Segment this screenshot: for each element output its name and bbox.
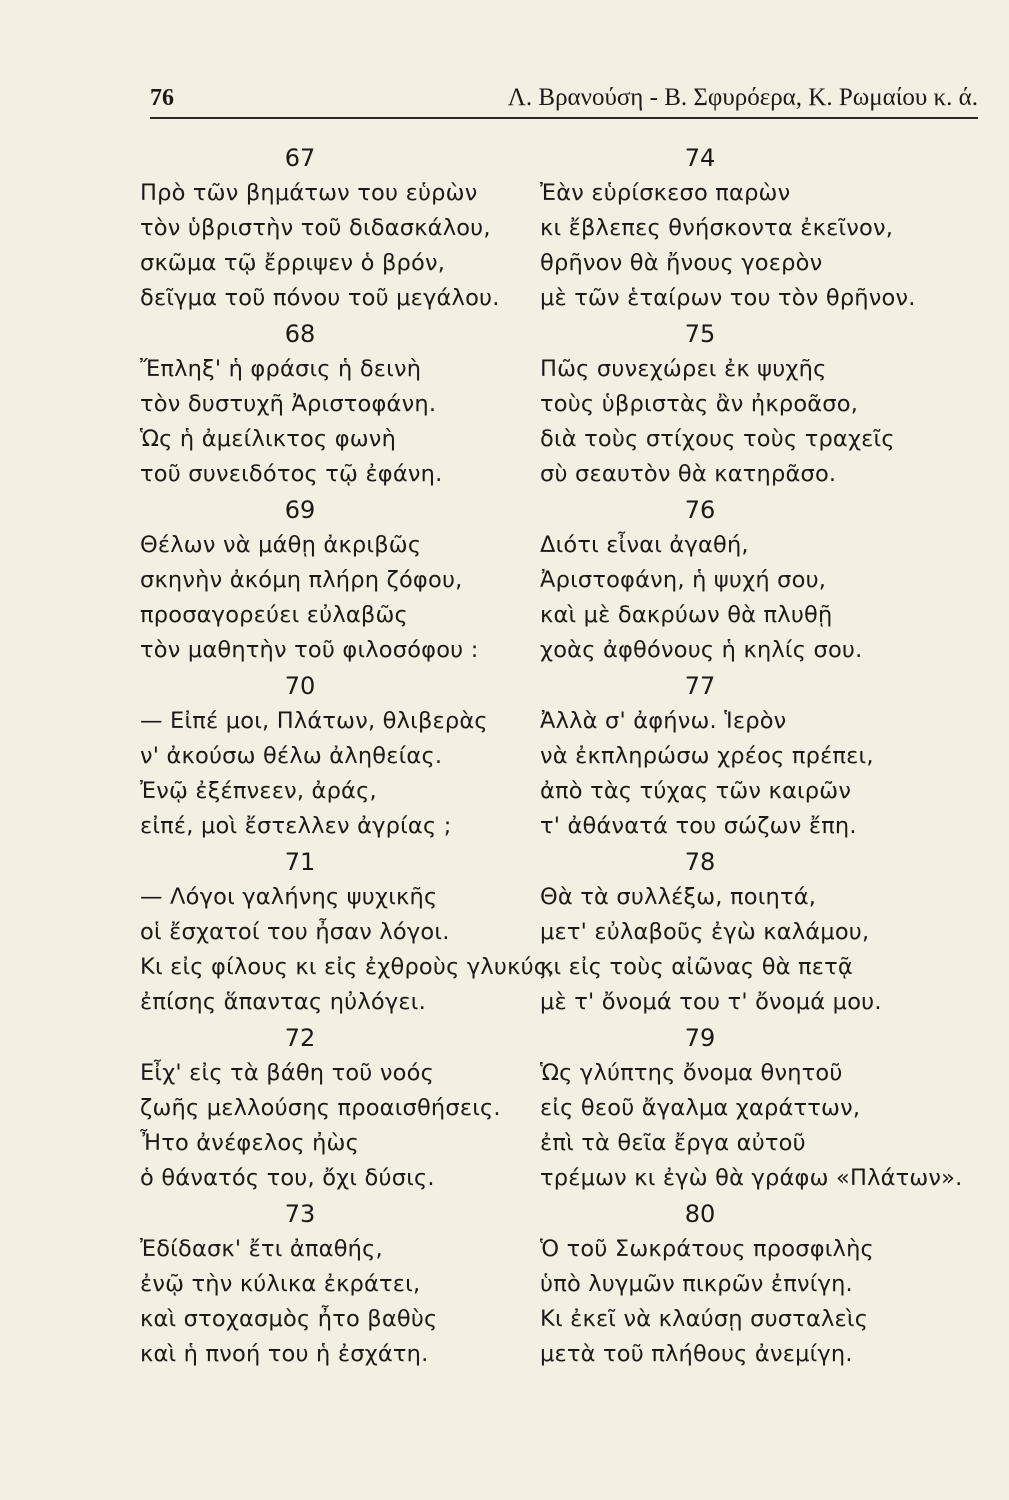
stanza-number: 75 <box>684 320 716 348</box>
verse-line: Ἐδίδασκ' ἔτι ἀπαθής, <box>140 1236 383 1262</box>
verse-line: εἰς θεοῦ ἄγαλμα χαράττων, <box>540 1095 861 1121</box>
stanza-number: 74 <box>684 144 716 172</box>
verse-line: Ἔπληξ' ἡ φράσις ἡ δεινὴ <box>140 356 422 382</box>
stanza-number: 68 <box>284 320 316 348</box>
verse-line: ν' ἀκούσω θέλω ἀληθείας. <box>140 743 443 769</box>
stanza-number: 80 <box>684 1200 716 1228</box>
verse-line: ἀπὸ τὰς τύχας τῶν καιρῶν <box>540 778 852 804</box>
stanza-number: 70 <box>284 672 316 700</box>
verse-line: ζωῆς μελλούσης προαισθήσεις. <box>140 1095 501 1121</box>
verse-line: Εἶχ' εἰς τὰ βάθη τοῦ νοός <box>140 1060 434 1086</box>
verse-line: Ἀριστοφάνη, ἡ ψυχή σου, <box>540 567 827 593</box>
verse-line: μετ' εὐλαβοῦς ἐγὼ καλάμου, <box>540 919 870 945</box>
verse-line: Κι εἰς φίλους κι εἰς ἐχθροὺς γλυκύς, <box>140 954 555 980</box>
verse-line: ἐπὶ τὰ θεῖα ἔργα αὐτοῦ <box>540 1130 806 1156</box>
stanza <box>540 316 965 492</box>
verse-line: οἱ ἔσχατοί του ἦσαν λόγοι. <box>140 919 450 945</box>
verse-line: — Λόγοι γαλήνης ψυχικῆς <box>140 884 438 910</box>
verse-line: χοὰς ἀφθόνους ἡ κηλίς σου. <box>540 637 863 663</box>
header-rule <box>150 117 978 119</box>
verse-line: διὰ τοὺς στίχους τοὺς τραχεῖς <box>540 426 895 452</box>
verse-line: ὁ θάνατός του, ὄχι δύσις. <box>140 1165 435 1191</box>
verse-line: τὸν μαθητὴν τοῦ φιλοσόφου : <box>140 637 479 663</box>
verse-line: κι ἔβλεπες θνήσκοντα ἐκεῖνον, <box>540 215 894 241</box>
verse-line: ἐνῷ τὴν κύλικα ἐκράτει, <box>140 1271 421 1297</box>
verse-line: ἐπίσης ἅπαντας ηὐλόγει. <box>140 989 426 1015</box>
verse-line: τ' ἀθάνατά του σώζων ἔπη. <box>540 813 857 839</box>
stanza <box>140 844 565 1020</box>
verse-line: Ὁ τοῦ Σωκράτους προσφιλὴς <box>540 1236 874 1262</box>
stanza <box>140 668 565 844</box>
verse-line: Πῶς συνεχώρει ἐκ ψυχῆς <box>540 356 827 382</box>
stanza <box>540 1020 965 1196</box>
stanza-number: 69 <box>284 496 316 524</box>
verse-line: θρῆνον θὰ ἤνους γοερὸν <box>540 250 823 276</box>
stanza <box>540 140 965 316</box>
verse-line: Ἐνῷ ἐξέπνεεν, ἀράς, <box>140 778 377 804</box>
verse-line: καὶ μὲ δακρύων θὰ πλυθῇ <box>540 602 833 628</box>
verse-line: Ὡς ἡ ἀμείλικτος φωνὴ <box>140 426 397 452</box>
verse-line: νὰ ἐκπληρώσω χρέος πρέπει, <box>540 743 874 769</box>
verse-line: σὺ σεαυτὸν θὰ κατηρᾶσο. <box>540 461 837 487</box>
verse-line: τοὺς ὑβριστὰς ἂν ἠκροᾶσο, <box>540 391 859 417</box>
verse-line: Ἦτο ἀνέφελος ἠὼς <box>140 1130 359 1156</box>
right-column <box>540 140 965 1372</box>
stanza <box>540 668 965 844</box>
verse-line: Ἀλλὰ σ' ἀφήνω. Ἱερὸν <box>540 708 787 734</box>
verse-line: μετὰ τοῦ πλήθους ἀνεμίγη. <box>540 1341 853 1367</box>
verse-line: τοῦ συνειδότος τῷ ἐφάνη. <box>140 461 443 487</box>
stanza-number: 71 <box>284 848 316 876</box>
stanza-number: 73 <box>284 1200 316 1228</box>
verse-line: Ὡς γλύπτης ὄνομα θνητοῦ <box>540 1060 843 1086</box>
verse-line: Θέλων νὰ μάθῃ ἀκριβῶς <box>140 532 422 558</box>
stanza-number: 77 <box>684 672 716 700</box>
stanza <box>540 492 965 668</box>
verse-line: καὶ ἡ πνοή του ἡ ἐσχάτη. <box>140 1341 429 1367</box>
verse-line: Θὰ τὰ συλλέξω, ποιητά, <box>540 884 817 910</box>
verse-line: Ἐὰν εὑρίσκεσο παρὼν <box>540 180 791 206</box>
verse-line: — Εἰπέ μοι, Πλάτων, θλιβερὰς <box>140 708 488 734</box>
verse-line: σκῶμα τῷ ἔρριψεν ὁ βρόν, <box>140 250 446 276</box>
page-header <box>150 72 978 112</box>
verse-line: Κι ἐκεῖ νὰ κλαύσῃ συσταλεὶς <box>540 1306 869 1332</box>
verse-line: τρέμων κι ἐγὼ θὰ γράφω «Πλάτων». <box>540 1165 963 1191</box>
stanza-number: 76 <box>684 496 716 524</box>
verse-line: μὲ τῶν ἑταίρων του τὸν θρῆνον. <box>540 285 916 311</box>
stanza <box>140 1196 565 1372</box>
stanza <box>140 492 565 668</box>
verse-line: δεῖγμα τοῦ πόνου τοῦ μεγάλου. <box>140 285 500 311</box>
stanza-number: 72 <box>284 1024 316 1052</box>
stanza-number: 67 <box>284 144 316 172</box>
left-column <box>140 140 565 1372</box>
stanza <box>540 1196 965 1372</box>
stanza-number: 78 <box>684 848 716 876</box>
verse-line: εἰπέ, μοὶ ἔστελλεν ἀγρίας ; <box>140 813 452 839</box>
stanza <box>140 1020 565 1196</box>
verse-line: τὸν δυστυχῆ Ἀριστοφάνη. <box>140 391 437 417</box>
verse-line: καὶ στοχασμὸς ἦτο βαθὺς <box>140 1306 438 1332</box>
verse-line: Διότι εἶναι ἀγαθή, <box>540 532 749 558</box>
verse-line: Πρὸ τῶν βημάτων του εὑρὼν <box>140 180 478 206</box>
stanza <box>140 140 565 316</box>
verse-line: σκηνὴν ἀκόμη πλήρη ζόφου, <box>140 567 463 593</box>
stanza-number: 79 <box>684 1024 716 1052</box>
verse-line: τὸν ὑβριστὴν τοῦ διδασκάλου, <box>140 215 491 241</box>
verse-line: κι εἰς τοὺς αἰῶνας θὰ πετᾷ <box>540 954 853 980</box>
running-head: Λ. Βρανούση - Β. Σφυρόερα, Κ. Ρωμαίου κ. ά. <box>507 84 978 111</box>
verse-line: προσαγορεύει εὐλαβῶς <box>140 602 408 628</box>
stanza <box>140 316 565 492</box>
verse-line: ὑπὸ λυγμῶν πικρῶν ἐπνίγη. <box>540 1271 853 1297</box>
stanza <box>540 844 965 1020</box>
verse-line: μὲ τ' ὄνομά του τ' ὄνομά μου. <box>540 989 882 1015</box>
page-number: 76 <box>150 85 174 111</box>
